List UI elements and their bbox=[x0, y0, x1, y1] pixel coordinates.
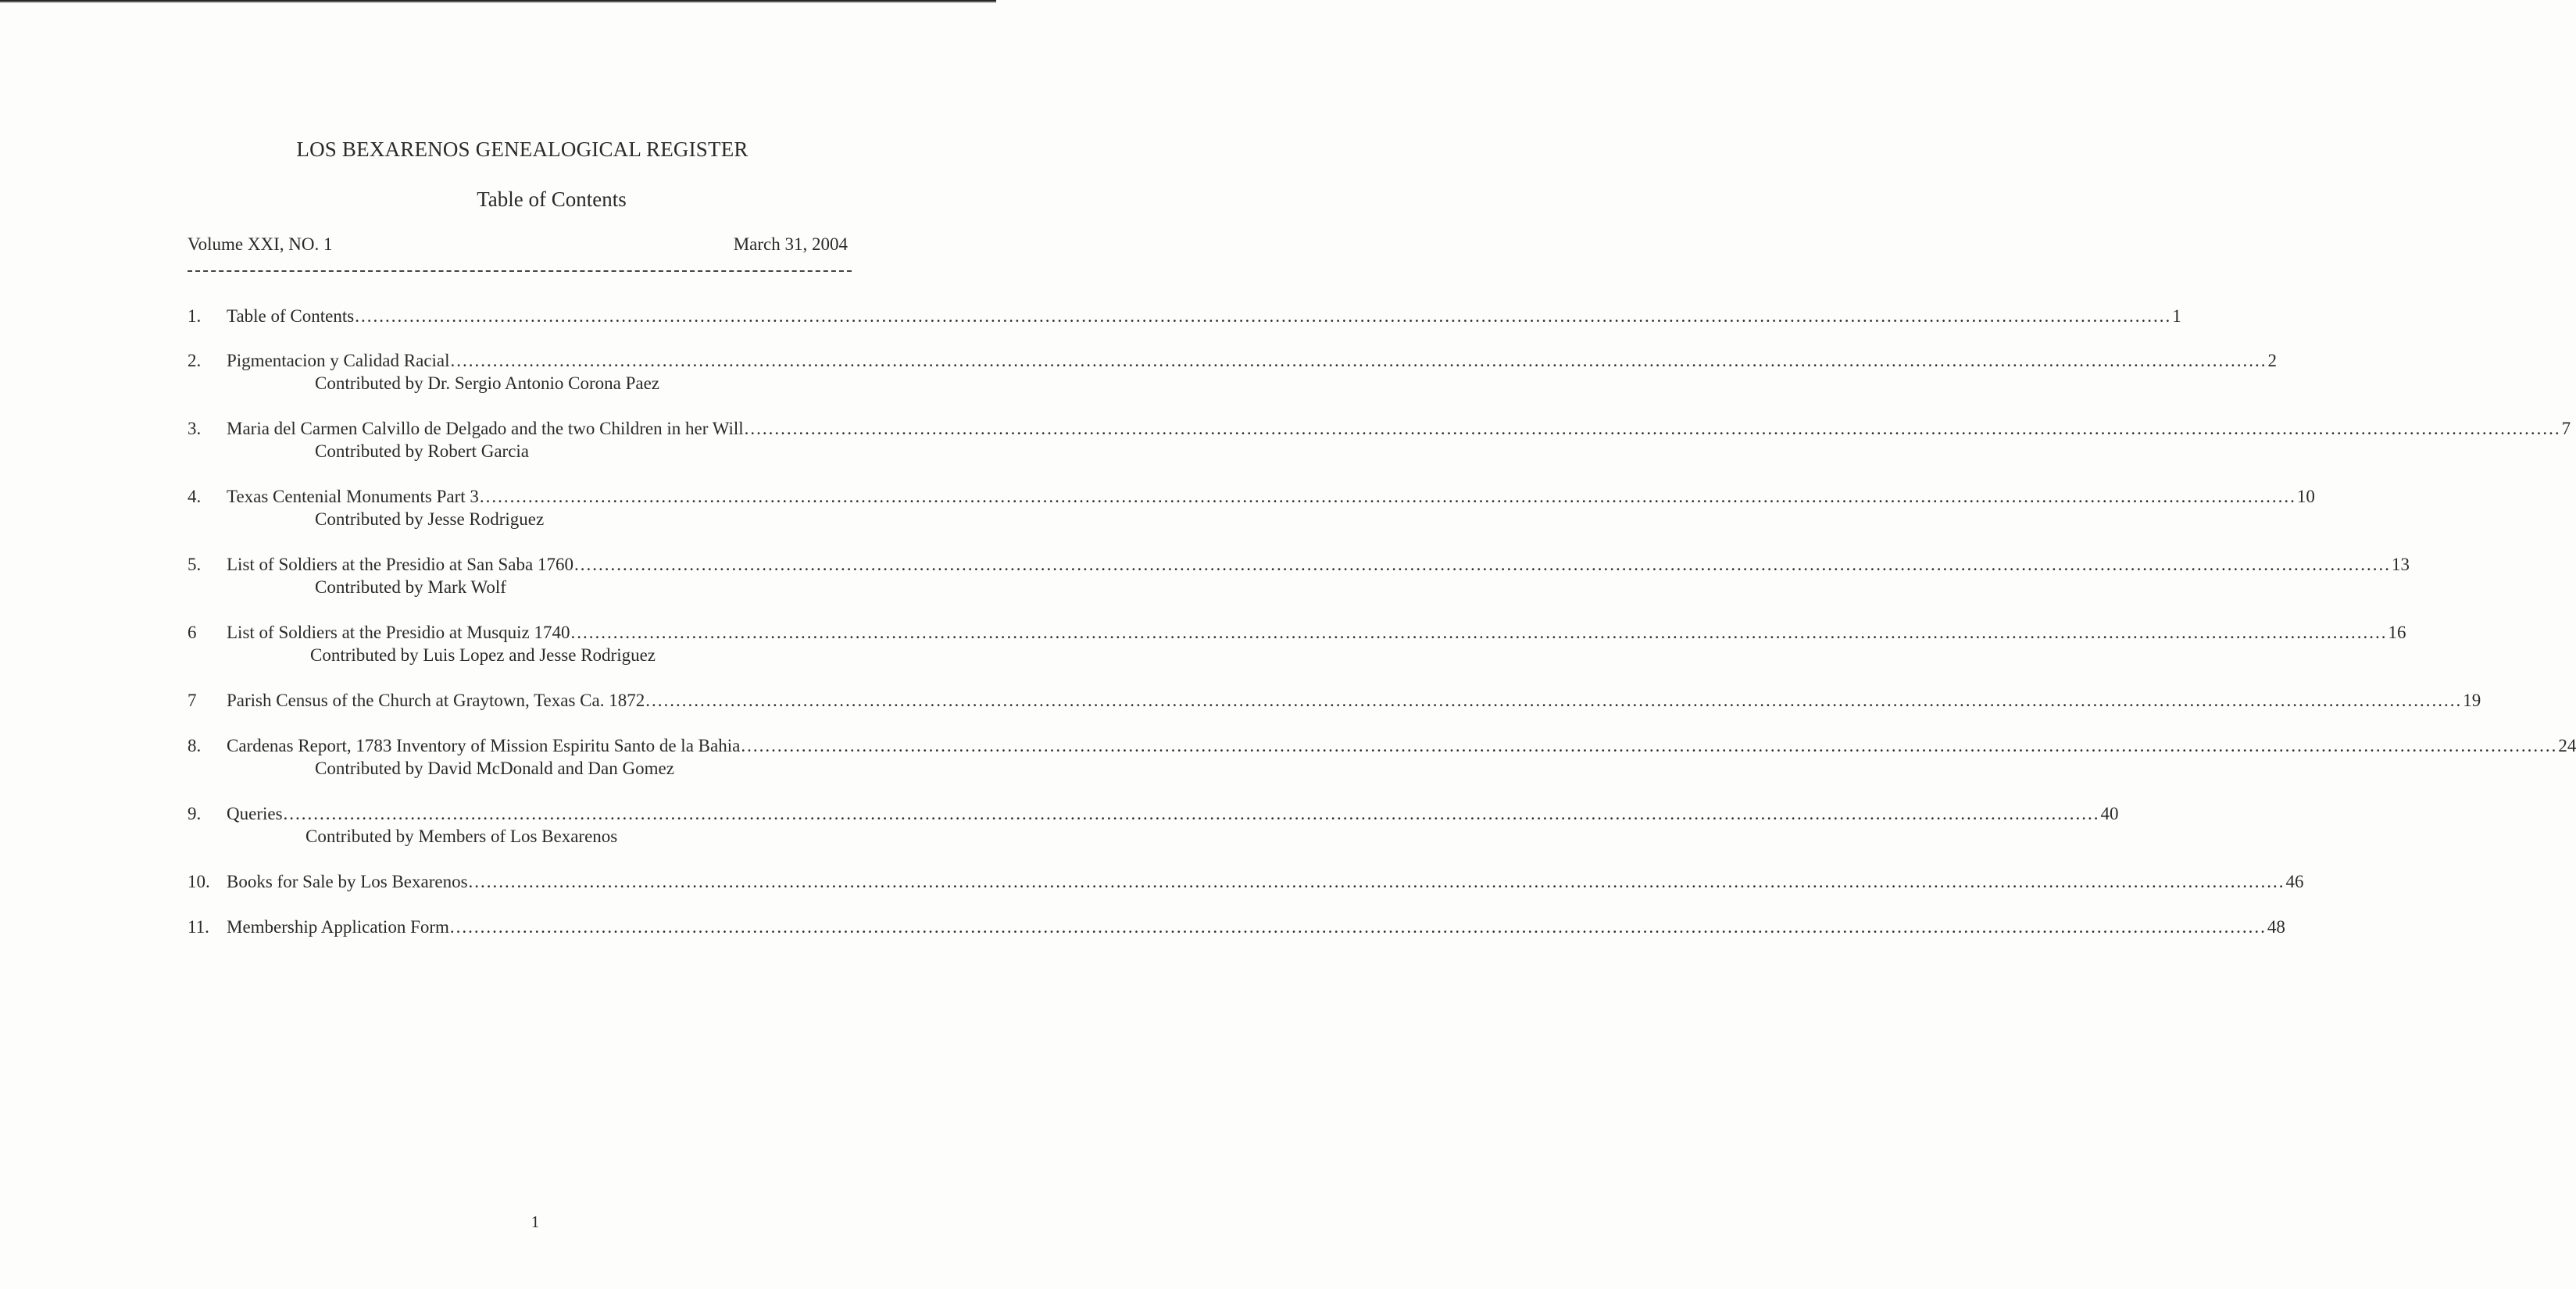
toc-entry-number: 3. bbox=[188, 419, 202, 438]
toc-entry-contributor: Contributed by Jesse Rodriguez bbox=[315, 509, 545, 529]
toc-entry-number: 1. bbox=[188, 306, 202, 326]
toc-entry-line bbox=[227, 351, 2278, 371]
toc-entry-line bbox=[227, 691, 2481, 711]
toc-entry-title: List of Soldiers at the Presidio at San Saba 1760 bbox=[227, 555, 573, 574]
toc-entry-contributor: Contributed by Luis Lopez and Jesse Rodriguez bbox=[310, 645, 656, 665]
issue-date: March 31, 2004 bbox=[733, 234, 848, 254]
toc-entry-page: 2 bbox=[2267, 351, 2278, 370]
toc-entry-number: 5. bbox=[188, 555, 202, 574]
toc-entry-contributor: Contributed by Dr. Sergio Antonio Corona Paez bbox=[315, 373, 660, 393]
toc-entry-number: 11. bbox=[188, 917, 209, 937]
toc-entry-page: 40 bbox=[2100, 804, 2119, 823]
toc-entry-page: 46 bbox=[2285, 872, 2304, 891]
toc-entry-contributor: Contributed by Members of Los Bexarenos bbox=[305, 827, 618, 846]
toc-entry-line bbox=[227, 419, 2571, 439]
toc-entry-contributor: Contributed by Mark Wolf bbox=[315, 577, 506, 597]
document-title: LOS BEXARENOS GENEALOGICAL REGISTER bbox=[296, 137, 749, 161]
dot-leader: ............................................................................................................................................................................................................................................................................................................ bbox=[450, 351, 2267, 370]
toc-entry-line bbox=[227, 555, 2410, 575]
toc-entry-line bbox=[227, 623, 2406, 643]
toc-entry-title: Queries bbox=[227, 804, 283, 823]
toc-entry-title: List of Soldiers at the Presidio at Musquiz 1740 bbox=[227, 623, 570, 642]
toc-entry-number: 9. bbox=[188, 804, 202, 823]
document-subtitle: Table of Contents bbox=[477, 187, 627, 211]
toc-entry-line bbox=[227, 306, 2181, 327]
dot-leader: ............................................................................................................................................................................................................................................................................................................ bbox=[449, 917, 2267, 937]
toc-entry-number: 10. bbox=[188, 872, 210, 891]
toc-entry-page: 10 bbox=[2296, 487, 2315, 506]
toc-entry-line bbox=[227, 917, 2285, 937]
toc-entry-page: 24 bbox=[2558, 736, 2576, 755]
dot-leader: ............................................................................................................................................................................................................................................................................................................ bbox=[355, 306, 2172, 326]
toc-entry-line bbox=[227, 487, 2315, 507]
toc-entry-number: 8. bbox=[188, 736, 202, 755]
dot-leader: ............................................................................................................................................................................................................................................................................................................ bbox=[468, 872, 2285, 891]
toc-entry-title: Table of Contents bbox=[227, 306, 355, 326]
toc-entry-number: 2. bbox=[188, 351, 202, 370]
toc-entry-page: 48 bbox=[2267, 917, 2285, 937]
toc-entry-page: 13 bbox=[2391, 555, 2410, 574]
toc-entry-title: Cardenas Report, 1783 Inventory of Mission Espiritu Santo de la Bahia bbox=[227, 736, 741, 755]
toc-entry-title: Parish Census of the Church at Graytown, Texas Ca. 1872 bbox=[227, 691, 645, 710]
toc-entry-number: 4. bbox=[188, 487, 202, 506]
dot-leader: ............................................................................................................................................................................................................................................................................................................ bbox=[283, 804, 2100, 823]
toc-entry-contributor: Contributed by Robert Garcia bbox=[315, 441, 530, 461]
toc-entry-page: 1 bbox=[2172, 306, 2181, 326]
toc-entry-line bbox=[227, 872, 2304, 892]
toc-entry-page: 19 bbox=[2463, 691, 2481, 710]
dot-leader: ............................................................................................................................................................................................................................................................................................................ bbox=[570, 623, 2388, 642]
dot-leader: ............................................................................................................................................................................................................................................................................................................ bbox=[741, 736, 2558, 755]
toc-entry-line bbox=[227, 736, 2576, 756]
dot-leader: ............................................................................................................................................................................................................................................................................................................ bbox=[645, 691, 2463, 710]
toc-entry-title: Maria del Carmen Calvillo de Delgado and the two Children in her Will bbox=[227, 419, 744, 438]
dot-leader: ............................................................................................................................................................................................................................................................................................................ bbox=[744, 419, 2561, 438]
page-number: 1 bbox=[531, 1212, 540, 1231]
toc-entry-title: Membership Application Form bbox=[227, 917, 449, 937]
toc-entry-number: 6 bbox=[188, 623, 197, 642]
dot-leader: ............................................................................................................................................................................................................................................................................................................ bbox=[479, 487, 2296, 506]
toc-entry-title: Texas Centenial Monuments Part 3 bbox=[227, 487, 479, 506]
toc-entry-page: 16 bbox=[2388, 623, 2406, 642]
toc-entry-title: Books for Sale by Los Bexarenos bbox=[227, 872, 468, 891]
dot-leader: ............................................................................................................................................................................................................................................................................................................ bbox=[573, 555, 2391, 574]
toc-entry-page: 7 bbox=[2561, 419, 2571, 438]
toc-entry-contributor: Contributed by David McDonald and Dan Gomez bbox=[315, 759, 674, 778]
toc-entry-line bbox=[227, 804, 2119, 824]
toc-entry-title: Pigmentacion y Calidad Racial bbox=[227, 351, 450, 370]
dashed-divider bbox=[188, 270, 852, 272]
volume-label: Volume XXI, NO. 1 bbox=[188, 234, 333, 254]
toc-entry-number: 7 bbox=[188, 691, 197, 710]
